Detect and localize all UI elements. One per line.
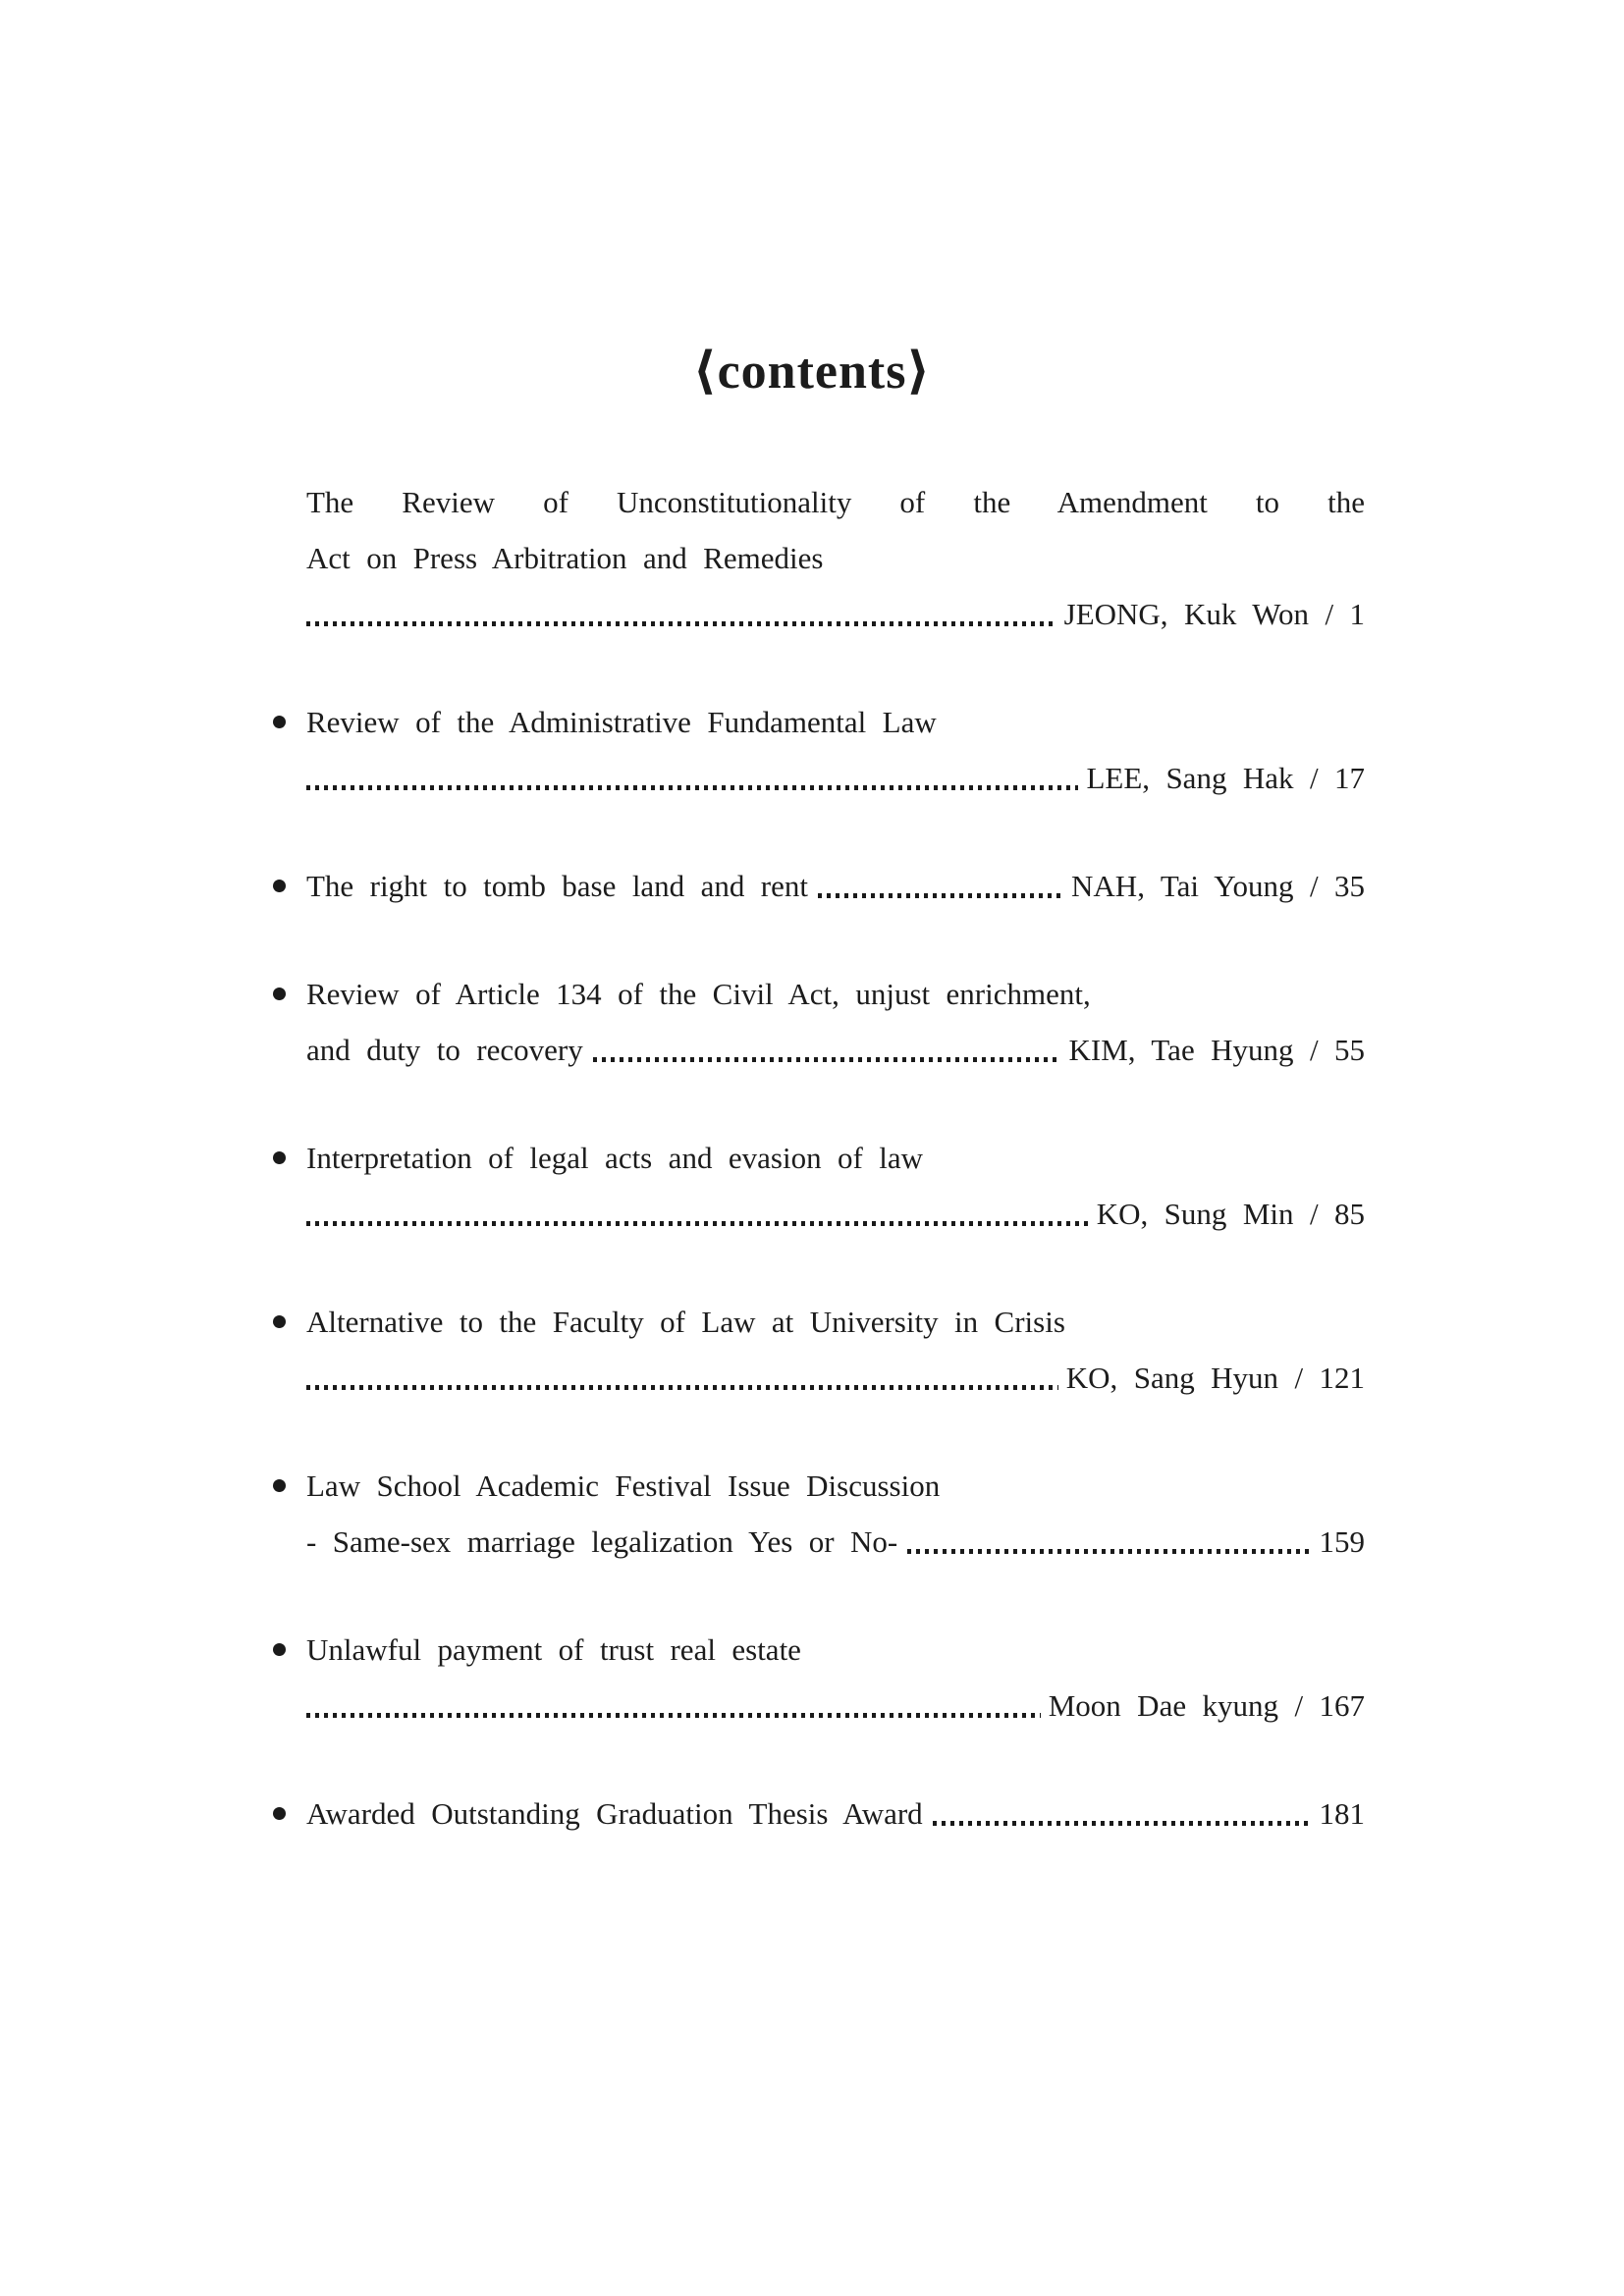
toc-line xyxy=(306,1186,1365,1242)
toc-entry xyxy=(306,966,1365,1078)
entry-author-page: LEE, Sang Hak / 17 xyxy=(1086,761,1365,795)
toc-line xyxy=(306,966,1365,1022)
entry-title: The Review of Unconstitutionality of the Amendment to the xyxy=(306,485,1365,519)
entry-author-page: KO, Sung Min / 85 xyxy=(1096,1197,1365,1231)
dot-leader xyxy=(818,893,1063,898)
entry-author-page: 159 xyxy=(1319,1524,1365,1559)
bullet-icon xyxy=(273,1315,286,1328)
entry-title: Review of Article 134 of the Civil Act, unjust enrichment, xyxy=(306,977,1091,1011)
bullet-icon xyxy=(273,988,286,1000)
toc-line xyxy=(306,750,1365,806)
entry-author-page: Moon Dae kyung / 167 xyxy=(1048,1688,1365,1723)
toc-line xyxy=(306,586,1365,642)
dot-leader xyxy=(933,1821,1312,1826)
bullet-icon xyxy=(273,880,286,892)
entry-title: Review of the Administrative Fundamental Law xyxy=(306,705,937,739)
entry-title: Awarded Outstanding Graduation Thesis Award xyxy=(306,1796,923,1831)
entry-title: and duty to recovery xyxy=(306,1033,583,1067)
entry-author-page: 181 xyxy=(1319,1796,1365,1831)
toc-entry xyxy=(306,858,1365,914)
toc-line xyxy=(306,1350,1365,1406)
toc-line xyxy=(306,1514,1365,1570)
bullet-icon xyxy=(273,1479,286,1492)
toc-line xyxy=(306,1678,1365,1734)
toc-line xyxy=(306,474,1365,530)
dot-leader xyxy=(306,785,1078,790)
dot-leader xyxy=(306,621,1056,626)
toc-line xyxy=(306,1622,1365,1678)
dot-leader xyxy=(306,1221,1089,1226)
toc-entry xyxy=(306,1458,1365,1570)
entry-author-page: NAH, Tai Young / 35 xyxy=(1071,869,1365,903)
dot-leader xyxy=(907,1549,1311,1554)
toc-line xyxy=(306,1786,1365,1842)
toc-entry xyxy=(306,474,1365,642)
entry-author-page: KIM, Tae Hyung / 55 xyxy=(1068,1033,1365,1067)
toc-line xyxy=(306,1130,1365,1186)
toc-line xyxy=(306,1022,1365,1078)
toc-line xyxy=(306,1458,1365,1514)
entry-author-page: KO, Sang Hyun / 121 xyxy=(1065,1361,1365,1395)
toc-entry xyxy=(306,1130,1365,1242)
dot-leader xyxy=(306,1713,1041,1718)
dot-leader xyxy=(306,1385,1058,1390)
entry-title: Alternative to the Faculty of Law at University in Crisis xyxy=(306,1305,1065,1339)
toc-list xyxy=(306,474,1365,1894)
bullet-icon xyxy=(273,1151,286,1164)
entry-author-page: JEONG, Kuk Won / 1 xyxy=(1063,597,1365,631)
bullet-icon xyxy=(273,1807,286,1820)
entry-title: Unlawful payment of trust real estate xyxy=(306,1632,801,1667)
bullet-icon xyxy=(273,1643,286,1656)
toc-entry xyxy=(306,1786,1365,1842)
toc-entry xyxy=(306,1622,1365,1734)
entry-title: Act on Press Arbitration and Remedies xyxy=(306,541,824,575)
page-title: ⟨contents⟩ xyxy=(692,344,932,400)
dot-leader xyxy=(593,1057,1061,1062)
toc-line xyxy=(306,1294,1365,1350)
entry-title: - Same-sex marriage legalization Yes or No- xyxy=(306,1524,898,1559)
toc-entry xyxy=(306,694,1365,806)
toc-entry xyxy=(306,1294,1365,1406)
entry-title: Interpretation of legal acts and evasion of law xyxy=(306,1141,924,1175)
entry-title: Law School Academic Festival Issue Discussion xyxy=(306,1468,941,1503)
toc-line xyxy=(306,530,1365,586)
bullet-icon xyxy=(273,716,286,728)
toc-line xyxy=(306,858,1365,914)
entry-title: The right to tomb base land and rent xyxy=(306,869,809,903)
toc-line xyxy=(306,694,1365,750)
